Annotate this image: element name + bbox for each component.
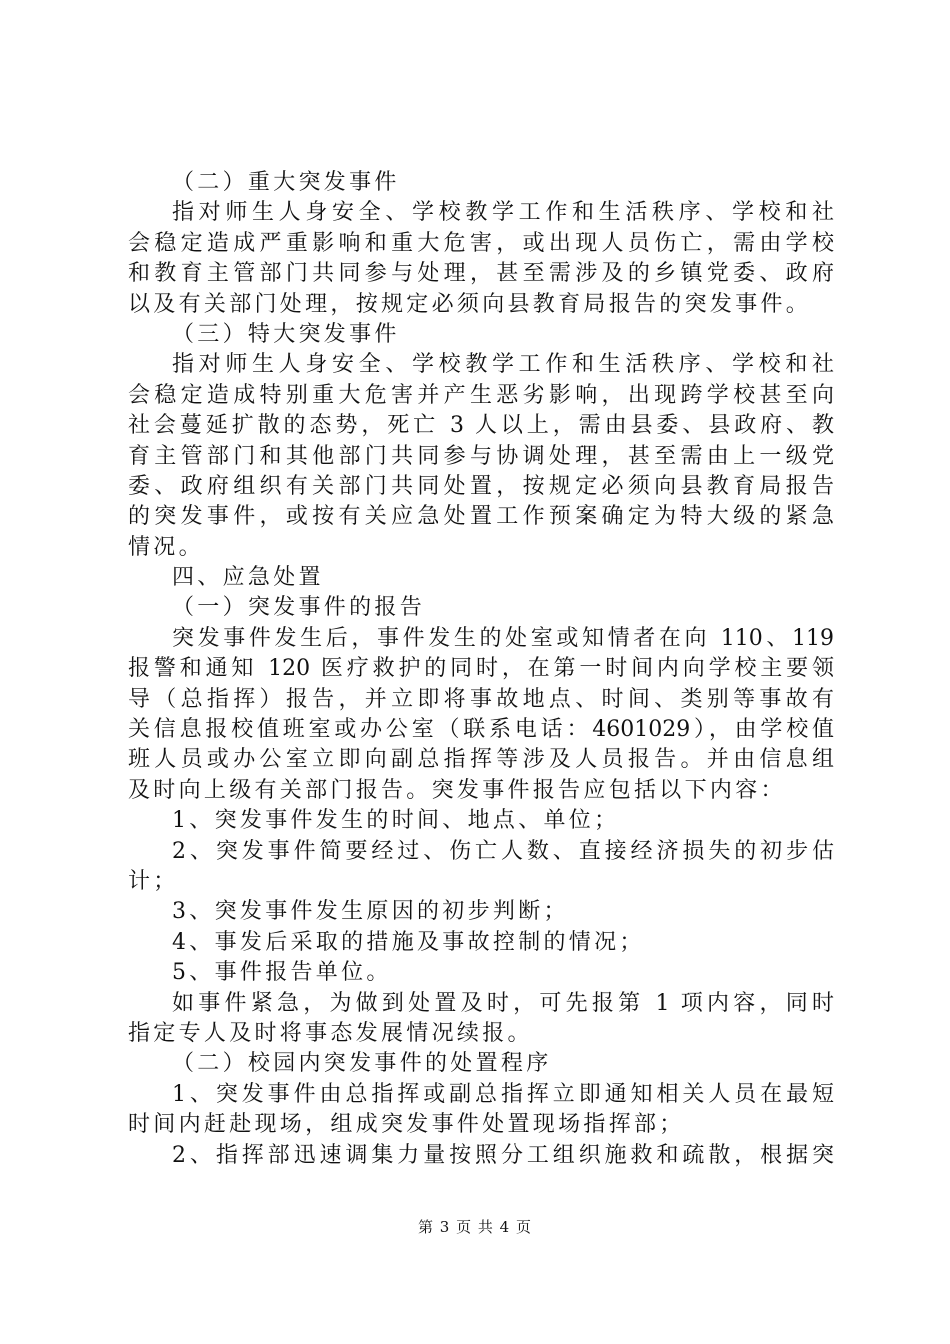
list-item: 2、突发事件简要经过、伤亡人数、直接经济损失的初步估 [172,838,834,864]
section-heading: 四、应急处置 [172,565,324,591]
paragraph-line: 以及有关部门处理，按规定必须向县教育局报告的突发事件。 [128,291,812,317]
page-number-label: 第 3 页 共 4 页 [418,1218,532,1236]
list-item: 4、事发后采取的措施及事故控制的情况； [172,929,645,955]
document-body [128,168,834,1171]
paragraph-line: 如事件紧急，为做到处置及时，可先报第 1 项内容，同时 [172,990,834,1016]
list-item: 1、突发事件发生的时间、地点、单位； [172,808,620,834]
paragraph-line: 关信息报校值班室或办公室（联系电话：4601029），由学校值 [128,717,834,743]
section-heading: （一）突发事件的报告 [172,595,426,621]
paragraph-line: 导（总指挥）报告，并立即将事故地点、时间、类别等事故有 [128,686,834,712]
paragraph-line: 委、政府组织有关部门共同处置，按规定必须向县教育局报告 [128,473,834,499]
list-item: 2、指挥部迅速调集力量按照分工组织施救和疏散，根据突 [172,1142,834,1168]
paragraph-line: 会稳定造成严重影响和重大危害，或出现人员伤亡，需由学校 [128,230,834,256]
section-heading: （二）校园内突发事件的处置程序 [172,1051,552,1077]
list-item: 5、事件报告单位。 [172,960,392,986]
paragraph-line: 社会蔓延扩散的态势，死亡 3 人以上，需由县委、县政府、教 [128,413,834,439]
paragraph-line: 的突发事件，或按有关应急处置工作预案确定为特大级的紧急 [128,504,834,530]
paragraph-line: 育主管部门和其他部门共同参与协调处理，甚至需由上一级党 [128,443,834,469]
paragraph-line: 突发事件发生后，事件发生的处室或知情者在向 110、119 [172,625,834,651]
page-footer [0,1216,950,1237]
list-item-continuation: 计； [128,868,179,894]
paragraph-line: 指对师生人身安全、学校教学工作和生活秩序、学校和社 [172,352,834,378]
list-item: 3、突发事件发生原因的初步判断； [172,899,569,925]
paragraph-line: 会稳定造成特别重大危害并产生恶劣影响，出现跨学校甚至向 [128,382,834,408]
list-item: 1、突发事件由总指挥或副总指挥立即通知相关人员在最短 [172,1081,834,1107]
paragraph-line: 指定专人及时将事态发展情况续报。 [128,1020,533,1046]
paragraph-line: 和教育主管部门共同参与处理，甚至需涉及的乡镇党委、政府 [128,261,834,287]
paragraph-line: 情况。 [128,534,204,560]
paragraph-line: 班人员或办公室立即向副总指挥等涉及人员报告。并由信息组 [128,747,834,773]
section-heading: （二）重大突发事件 [172,170,400,195]
section-heading: （三）特大突发事件 [172,321,400,347]
paragraph-line: 及时向上级有关部门报告。突发事件报告应包括以下内容： [128,777,786,803]
paragraph-line: 指对师生人身安全、学校教学工作和生活秩序、学校和社 [172,200,834,226]
paragraph-line: 报警和通知 120 医疗救护的同时，在第一时间内向学校主要领 [128,656,834,682]
list-item-continuation: 时间内赶赴现场，组成突发事件处置现场指挥部； [128,1112,685,1138]
